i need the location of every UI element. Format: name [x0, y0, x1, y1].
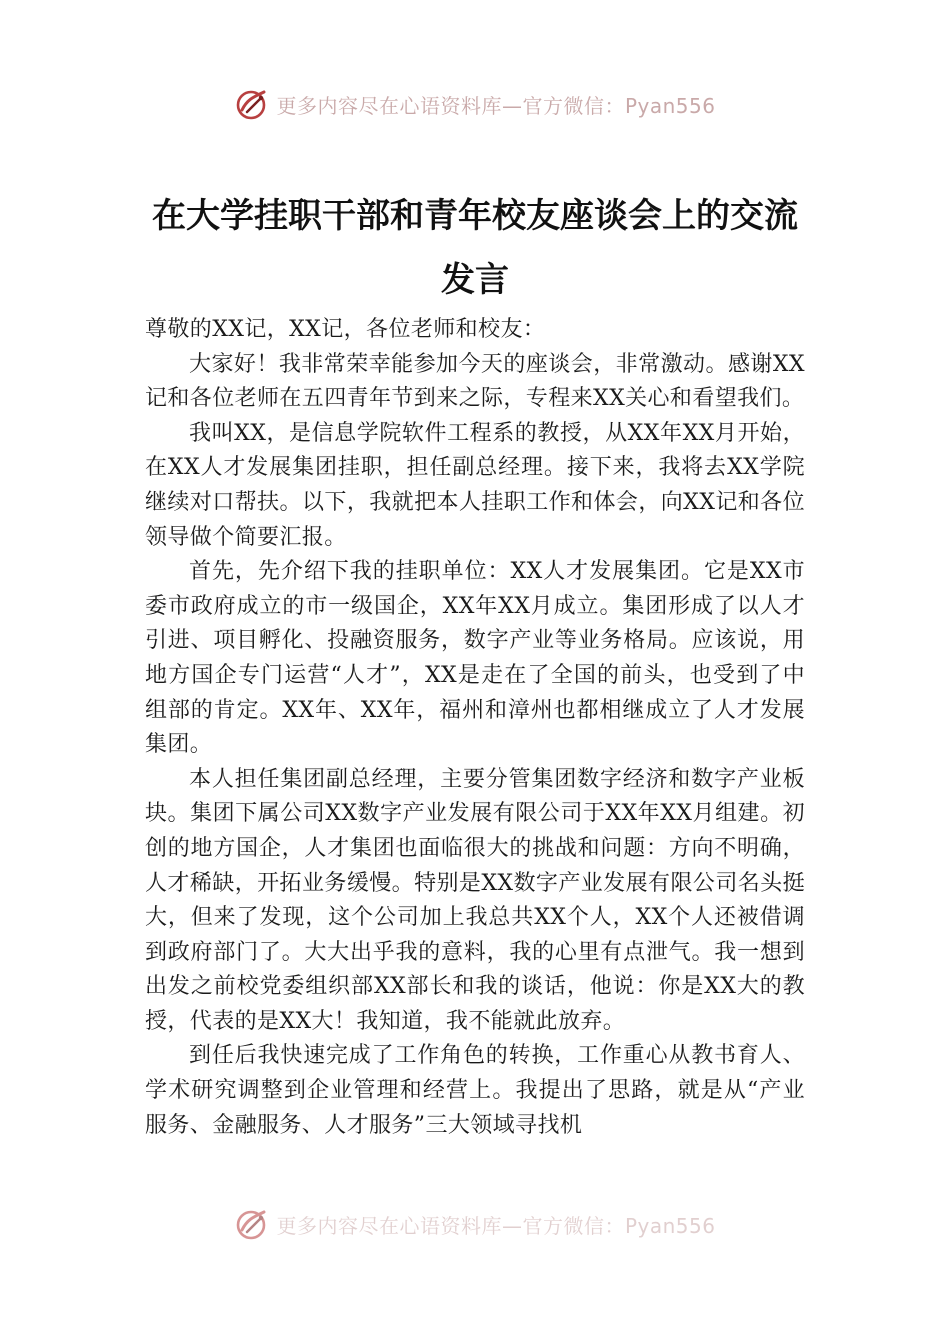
salutation: 尊敬的XX记，XX记，各位老师和校友： — [145, 317, 546, 342]
pen-swirl-logo-icon — [234, 1206, 270, 1242]
header-watermark — [0, 84, 950, 124]
document-body — [145, 313, 805, 1143]
footer-watermark — [0, 1204, 950, 1244]
paragraph: 本人担任集团副总经理，主要分管集团数字经济和数字产业板块。集团下属公司XX数字产业发展有限公司于XX年XX月组建。初创的地方国企，人才集团也面临很大的挑战和问题：方向不明确，人才稀缺，开拓业务缓慢。特别是XX数字产业发展有限公司名头挺大，但来了发现，这个公司加上我总共XX个人，XX个人还被借调到政府部门了。大大出乎我的意料，我的心里有点泄气。我一想到出发之前校党委组织部XX部长和我的谈话，他说：你是XX大的教授，代表的是XX大！我知道，我不能就此放弃。 — [145, 766, 805, 1034]
pen-swirl-logo-icon — [234, 86, 270, 122]
paragraph: 首先，先介绍下我的挂职单位：XX人才发展集团。它是XX市委市政府成立的市一级国企，XX年XX月成立。集团形成了以人才引进、项目孵化、投融资服务，数字产业等业务格局。应该说，用地方国企专门运营“人才”，XX是走在了全国的前头，也受到了中组部的肯定。XX年、XX年，福州和漳州也都相继成立了人才发展集团。 — [145, 559, 805, 758]
paragraph: 到任后我快速完成了工作角色的转换，工作重心从教书育人、学术研究调整到企业管理和经营上。我提出了思路，就是从“产业服务、金融服务、人才服务”三大领域寻找机 — [145, 1043, 805, 1138]
document-title: 在大学挂职干部和青年校友座谈会上的交流发言 — [152, 196, 798, 300]
header-watermark-text: 更多内容尽在心语资料库—官方微信：Pyan556 — [276, 93, 716, 118]
footer-watermark-text: 更多内容尽在心语资料库—官方微信：Pyan556 — [276, 1213, 716, 1238]
paragraph: 大家好！我非常荣幸能参加今天的座谈会，非常激动。感谢XX记和各位老师在五四青年节到来之际，专程来XX关心和看望我们。 — [145, 351, 805, 412]
paragraph: 我叫XX，是信息学院软件工程系的教授，从XX年XX月开始，在XX人才发展集团挂职，担任副总经理。接下来，我将去XX学院继续对口帮扶。以下，我就把本人挂职工作和体会，向XX记和各位领导做个简要汇报。 — [145, 420, 805, 550]
